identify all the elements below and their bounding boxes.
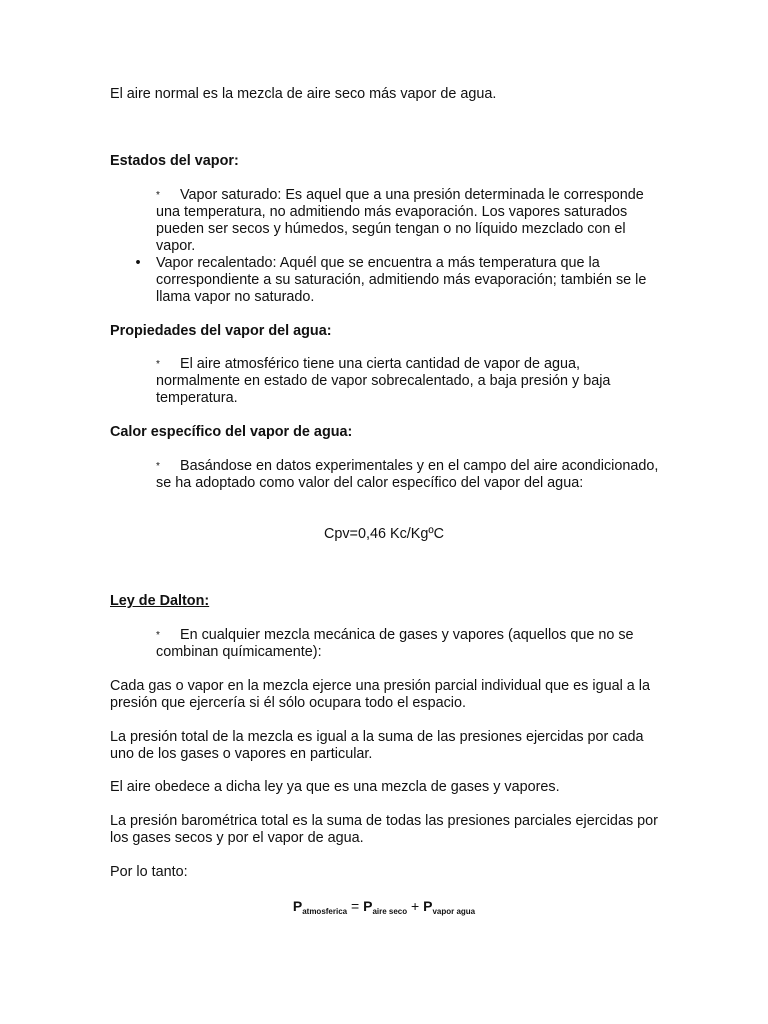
paragraph-aire-obedece: El aire obedece a dicha ley ya que es una mezcla de gases y vapores. [110, 779, 560, 795]
asterisk-bullet-icon: * [156, 190, 160, 201]
heading-estados-del-vapor: Estados del vapor: [110, 153, 239, 169]
list-item-vapor-saturado [156, 187, 666, 255]
paragraph-presion-total: La presión total de la mezcla es igual a la suma de las presiones ejercidas por cada uno de los gases o vapores en particular. [110, 729, 644, 762]
list-item-calor [156, 458, 666, 492]
paragraph-presion-parcial: Cada gas o vapor en la mezcla ejerce una presión parcial individual que es igual a la presión que ejercería si él sólo ocupara todo el espacio. [110, 678, 650, 711]
list-item-text: Vapor saturado: Es aquel que a una presión determinada le corresponde una temperatura, no admitiendo más evaporación. Los vapores saturados pueden ser secos y húmedos, según tengan o no líquido mezclado con el vapor. [156, 187, 644, 254]
asterisk-bullet-icon: * [156, 461, 160, 472]
list-item-vapor-recalentado: Vapor recalentado: Aquél que se encuentra a más temperatura que la correspondiente a su saturación, admitiendo más evaporación; también se le llama vapor no saturado. [156, 255, 647, 305]
paragraph-por-lo-tanto: Por lo tanto: [110, 864, 188, 880]
asterisk-bullet-icon: * [156, 359, 160, 370]
list-item-text: El aire atmosférico tiene una cierta cantidad de vapor de agua, normalmente en estado de vapor sobrecalentado, a baja presión y baja temperatura. [156, 356, 611, 406]
equation-dalton: $P_{atmosferica} = P_{aire seco} + P_{vapor agua}$ [292, 898, 476, 916]
intro-paragraph: El aire normal es la mezcla de aire seco más vapor de agua. [110, 86, 497, 102]
list-item-propiedades [156, 356, 666, 407]
list-item-text: Basándose en datos experimentales y en el campo del aire acondicionado, se ha adoptado como valor del calor específico del vapor del agua: [156, 458, 659, 491]
list-item-dalton [156, 627, 666, 661]
round-bullet-icon: • [135, 255, 141, 271]
paragraph-presion-barometrica: La presión barométrica total es la suma de todas las presiones parciales ejercidas por los gases secos y por el vapor de agua. [110, 813, 658, 846]
asterisk-bullet-icon: * [156, 630, 160, 641]
bullet-marker [156, 187, 180, 204]
heading-calor-especifico: Calor específico del vapor de agua: [110, 424, 353, 440]
heading-ley-de-dalton: Ley de Dalton: [110, 593, 210, 609]
list-item-text: En cualquier mezcla mecánica de gases y vapores (aquellos que no se combinan químicamente): [156, 627, 634, 660]
heading-propiedades: Propiedades del vapor del agua: [110, 323, 332, 339]
formula-cpv: Cpv=0,46 Kc/KgºC [323, 526, 445, 542]
